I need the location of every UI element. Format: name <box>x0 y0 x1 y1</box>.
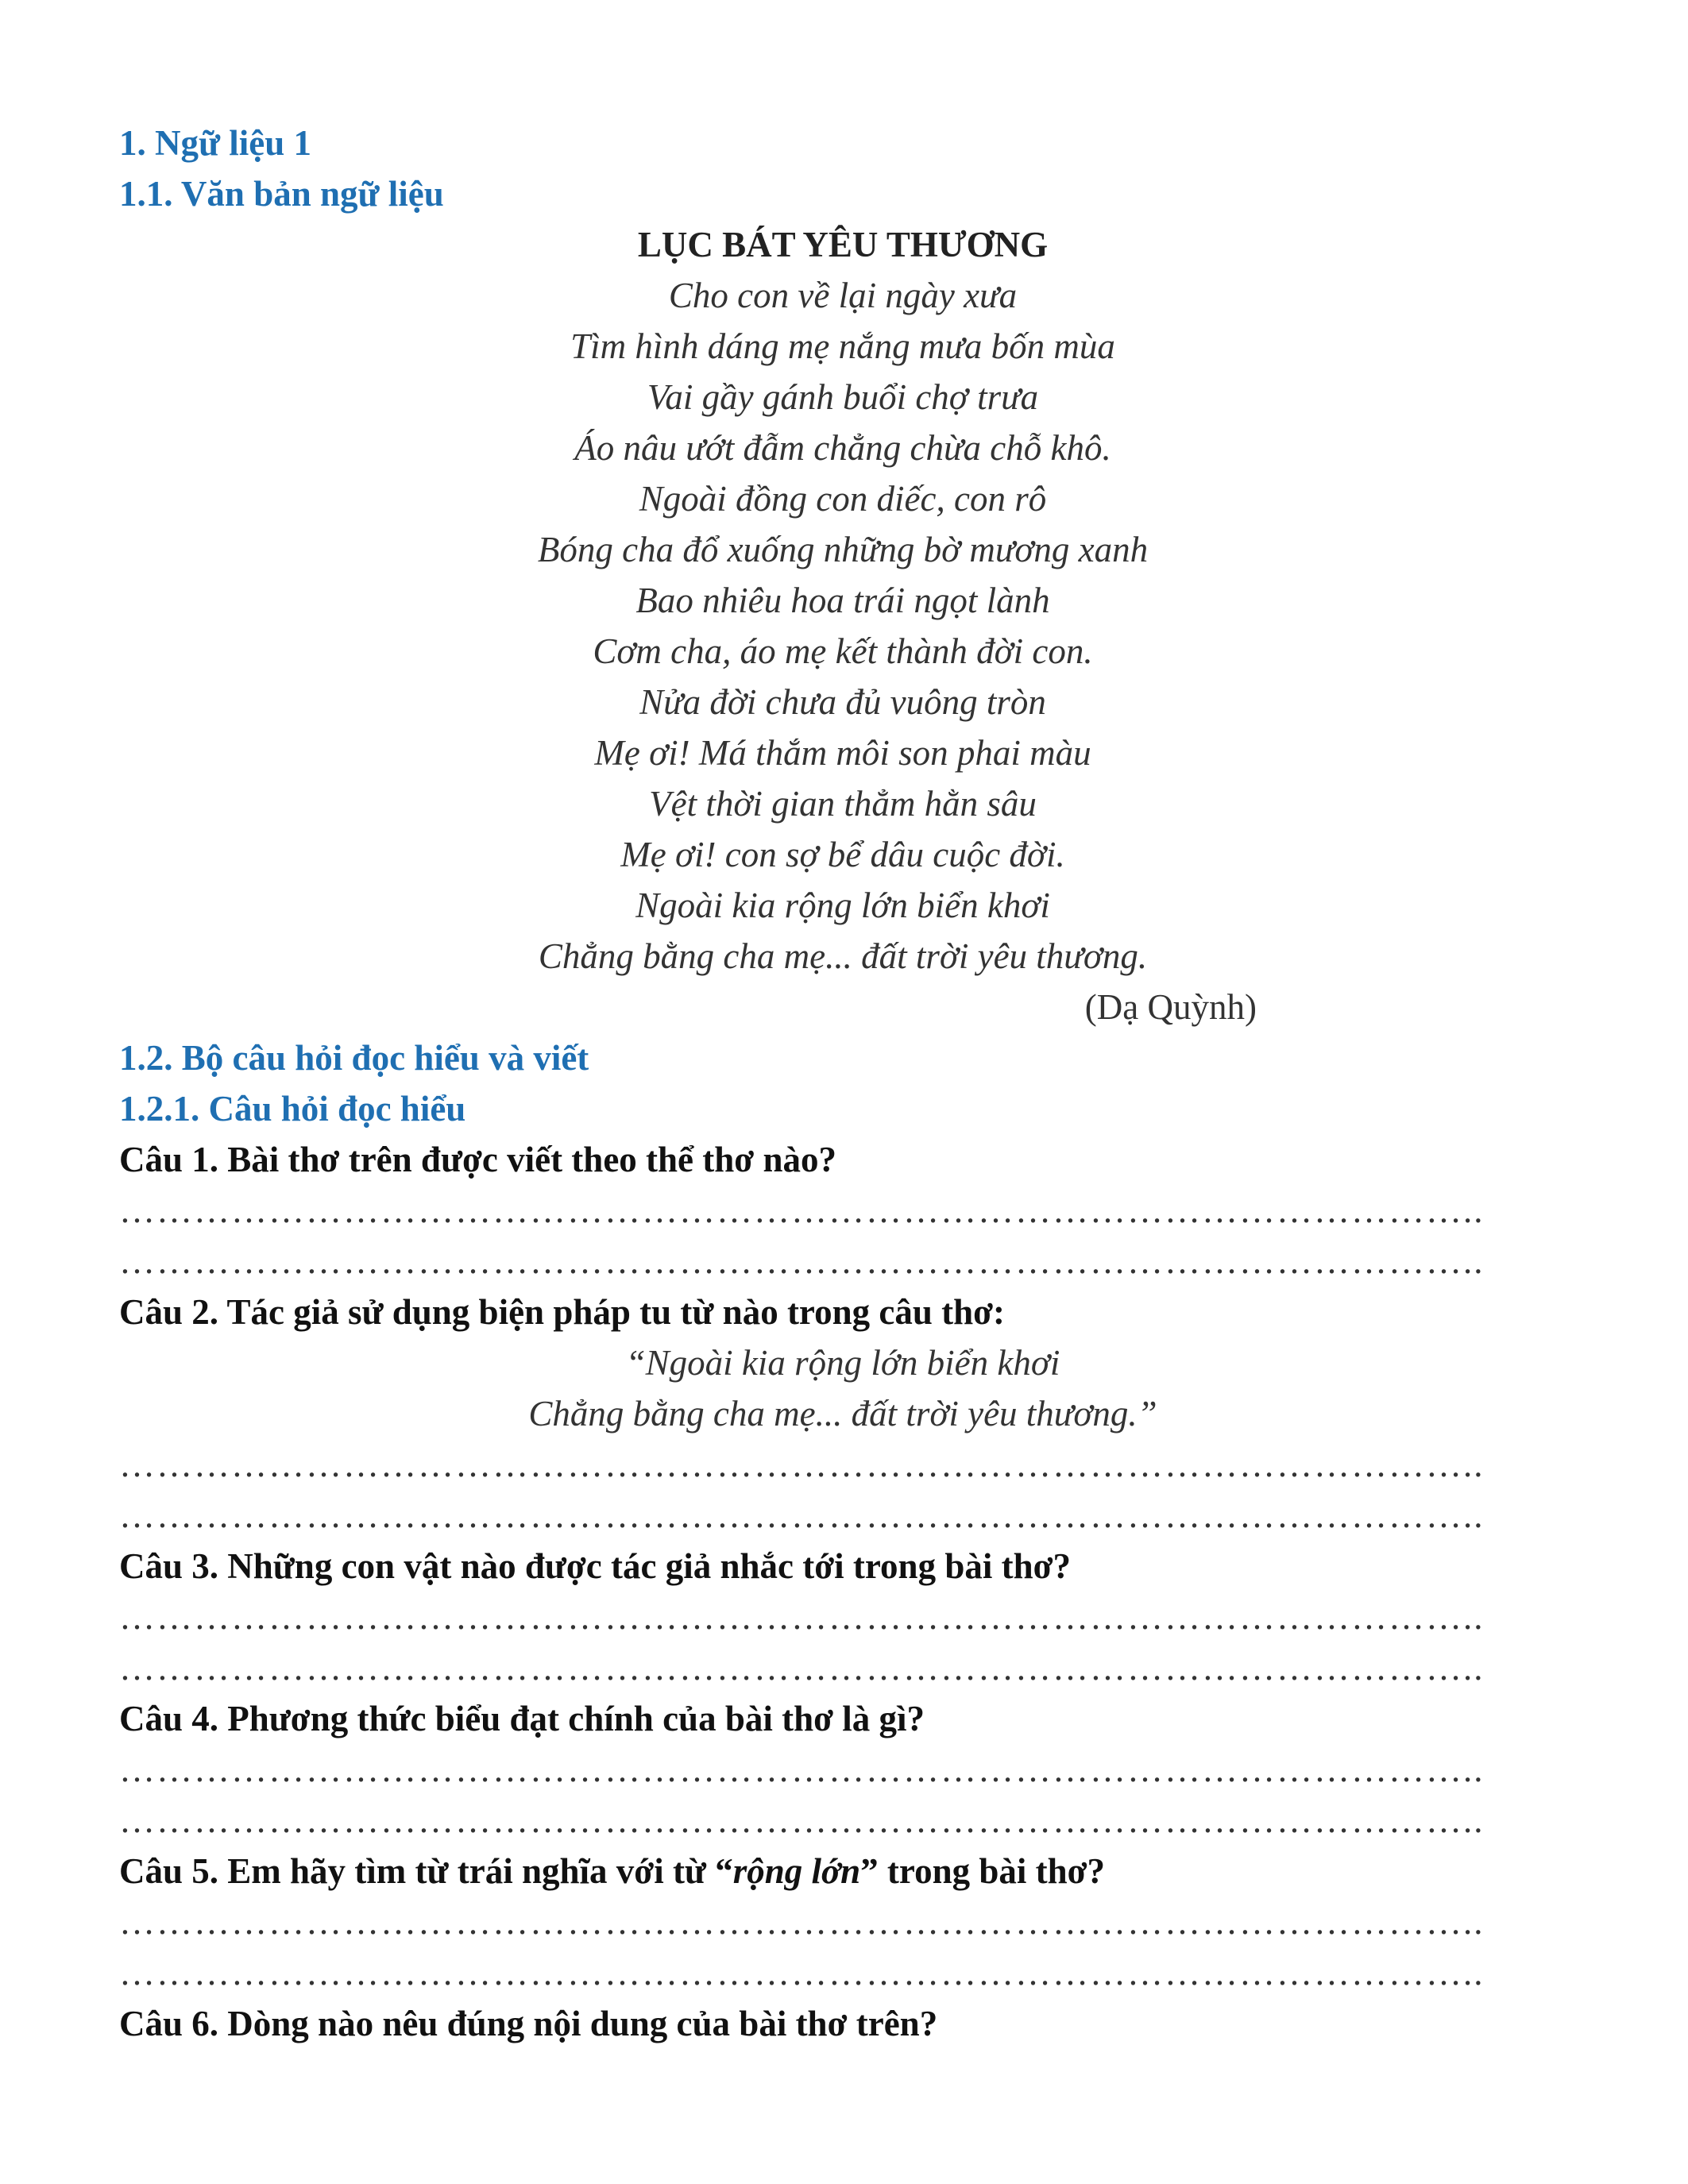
poem-line: Bao nhiêu hoa trái ngọt lành <box>635 581 1050 620</box>
answer-line[interactable]: ……………………………………………………………………………………………….. <box>119 1953 1485 1993</box>
poem-author: (Dạ Quỳnh) <box>1084 987 1257 1027</box>
poem-line: Cơm cha, áo mẹ kết thành đời con. <box>593 631 1093 671</box>
question-3: Câu 3. Những con vật nào được tác giả nhắc tới trong bài thơ? <box>119 1546 1072 1586</box>
section-heading-1-2-1: 1.2.1. Câu hỏi đọc hiểu <box>119 1089 466 1129</box>
question-5-text-start: Câu 5. Em hãy tìm từ trái nghĩa với từ “ <box>119 1851 733 1891</box>
poem-line: Cho con về lại ngày xưa <box>668 276 1018 315</box>
poem-line: Chẳng bằng cha mẹ... đất trời yêu thương. <box>538 936 1148 976</box>
poem-line: Mẹ ơi! Má thắm môi son phai màu <box>594 733 1091 773</box>
section-heading-1-2: 1.2. Bộ câu hỏi đọc hiểu và viết <box>119 1038 589 1078</box>
answer-line[interactable]: ……………………………………………………………………………………………….. <box>119 1190 1485 1230</box>
answer-line[interactable]: ……………………………………………………………………………………………….. <box>119 1445 1485 1484</box>
answer-line[interactable]: ……………………………………………………………………………………………….. <box>119 1800 1485 1840</box>
poem-line: Nửa đời chưa đủ vuông tròn <box>639 682 1046 722</box>
section-heading-1: 1. Ngữ liệu 1 <box>119 123 312 163</box>
poem-line: Ngoài đồng con diếc, con rô <box>639 479 1047 519</box>
answer-line[interactable]: ……………………………………………………………………………………………….. <box>119 1750 1485 1789</box>
poem-line: Vai gầy gánh buổi chợ trưa <box>647 377 1039 417</box>
poem-line: Ngoài kia rộng lớn biển khơi <box>635 886 1050 925</box>
answer-line[interactable]: ……………………………………………………………………………………………….. <box>119 1902 1485 1942</box>
poem-line: Vệt thời gian thẳm hằn sâu <box>649 784 1037 824</box>
poem-title: LỤC BÁT YÊU THƯƠNG <box>637 225 1049 264</box>
question-5-text-end: ” trong bài thơ? <box>860 1851 1106 1891</box>
answer-line[interactable]: ……………………………………………………………………………………………….. <box>119 1241 1485 1281</box>
quoted-verse-line: “Ngoài kia rộng lớn biển khơi <box>625 1343 1060 1383</box>
question-4: Câu 4. Phương thức biểu đạt chính của bài thơ là gì? <box>119 1699 925 1738</box>
quoted-verse-line: Chẳng bằng cha mẹ... đất trời yêu thương.” <box>528 1394 1157 1433</box>
answer-line[interactable]: ……………………………………………………………………………………………….. <box>119 1597 1485 1637</box>
question-6: Câu 6. Dòng nào nêu đúng nội dung của bài thơ trên? <box>119 2004 938 2043</box>
question-2: Câu 2. Tác giả sử dụng biện pháp tu từ nào trong câu thơ: <box>119 1292 1006 1332</box>
poem-line: Áo nâu ướt đẫm chẳng chừa chỗ khô. <box>574 428 1111 468</box>
answer-line[interactable]: ……………………………………………………………………………………………….. <box>119 1495 1485 1535</box>
question-5-emphasis: rộng lớn <box>732 1851 861 1891</box>
section-heading-1-1: 1.1. Văn bản ngữ liệu <box>119 174 444 214</box>
poem-line: Bóng cha đổ xuống những bờ mương xanh <box>537 530 1149 569</box>
question-1: Câu 1. Bài thơ trên được viết theo thể thơ nào? <box>119 1140 836 1179</box>
poem-line: Tìm hình dáng mẹ nắng mưa bốn mùa <box>570 326 1115 366</box>
poem-line: Mẹ ơi! con sợ bể dâu cuộc đời. <box>620 835 1065 874</box>
answer-line[interactable]: ……………………………………………………………………………………………….. <box>119 1648 1485 1688</box>
question-5 <box>119 1846 1566 1897</box>
